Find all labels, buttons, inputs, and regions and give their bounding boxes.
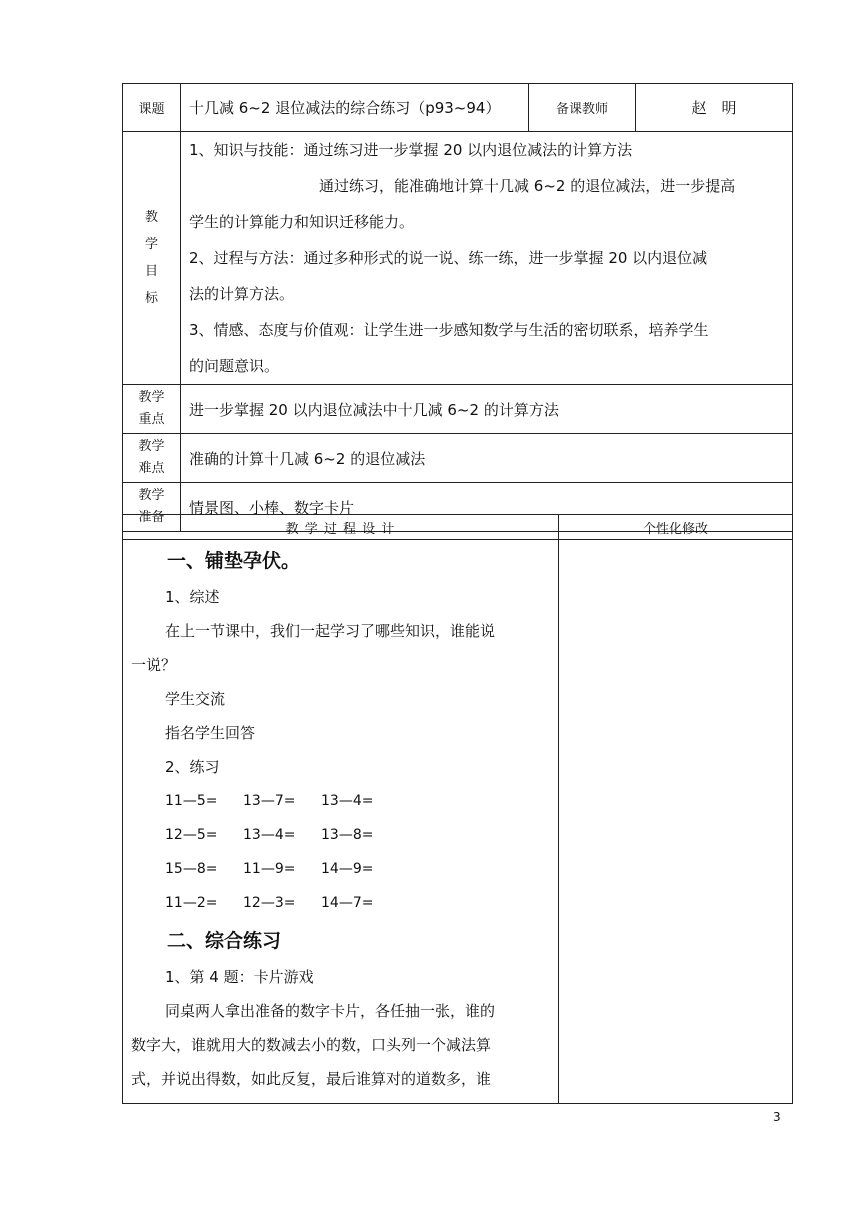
equation: 11—5= [165,793,218,809]
process-content-row [123,540,793,1104]
equation: 12—5= [165,827,218,843]
equation-row [123,886,558,920]
item-heading: 2、练习 [165,758,220,776]
item-heading: 1、综述 [165,588,220,606]
equation-row [123,818,558,852]
section-heading: 一、铺垫孕伏。 [167,550,301,572]
goal-line: 通过练习，能准确地计算十几减 6~2 的退位减法，进一步提高 [319,177,736,195]
paragraph-line: 式，并说出得数，如此反复，最后谁算对的道数多，谁 [131,1070,492,1088]
goal-line: 法的计算方法。 [189,285,295,303]
equation: 15—8= [165,861,218,877]
equation: 13—7= [243,793,296,809]
personalized-edit-header: 个性化修改 [559,515,793,540]
difficulty-row [123,434,793,483]
process-design-header: 教 学 过 程 设 计 [123,515,559,540]
teacher-name: 赵 明 [636,84,793,132]
page-number: 3 [773,1110,781,1124]
key-point-row [123,385,793,434]
item-heading: 1、第 4 题：卡片游戏 [165,968,314,986]
process-table [122,514,793,1104]
difficulty-label: 教学 难点 [123,434,181,483]
process-header-row [123,515,793,540]
equation: 11—9= [243,861,296,877]
preparation-label: 教学 准备 [123,483,181,532]
goal-line: 1、知识与技能：通过练习进一步掌握 20 以内退位减法的计算方法 [189,141,633,159]
paragraph-line: 同桌两人拿出准备的数字卡片，各任抽一张，谁的 [165,1002,496,1020]
paragraph-line: 数字大，谁就用大的数减去小的数，口头列一个减法算 [131,1036,492,1054]
goal-line: 学生的计算能力和知识迁移能力。 [189,213,415,231]
goal-line: 3、情感、态度与价值观：让学生进一步感知数学与生活的密切联系，培养学生 [189,321,709,339]
key-point-text: 进一步掌握 20 以内退位减法中十几减 6~2 的计算方法 [181,385,793,434]
equation: 12—3= [243,895,296,911]
paragraph-line: 在上一节课中，我们一起学习了哪些知识，谁能说 [165,622,496,640]
paragraph-line: 一说？ [131,656,177,674]
personalized-edit-cell [559,540,793,1104]
process-content [123,540,559,1104]
section-heading: 二、综合练习 [167,930,282,952]
goal-line: 2、过程与方法：通过多种形式的说一说、练一练，进一步掌握 20 以内退位减 [189,249,708,267]
paragraph-line: 学生交流 [165,690,226,708]
preparation-text: 情景图、小棒、数字卡片 [181,483,793,532]
equation: 11—2= [165,895,218,911]
key-point-label: 教学 重点 [123,385,181,434]
goals-label: 教 学 目 标 [123,132,181,385]
equation: 13—4= [243,827,296,843]
difficulty-text: 准确的计算十几减 6~2 的退位减法 [181,434,793,483]
equation: 13—8= [321,827,374,843]
topic-label: 课题 [123,84,181,132]
paragraph-line: 指名学生回答 [165,724,256,742]
equation-row [123,784,558,818]
lesson-info-table [122,83,793,532]
teacher-label: 备课教师 [529,84,636,132]
equation: 14—9= [321,861,374,877]
goals-content [181,132,793,385]
equation: 14—7= [321,895,374,911]
equation: 13—4= [321,793,374,809]
topic-value: 十几减 6~2 退位减法的综合练习（p93~94） [181,84,529,132]
equation-row [123,852,558,886]
topic-row [123,84,793,132]
goals-row [123,132,793,385]
goal-line: 的问题意识。 [189,357,280,375]
